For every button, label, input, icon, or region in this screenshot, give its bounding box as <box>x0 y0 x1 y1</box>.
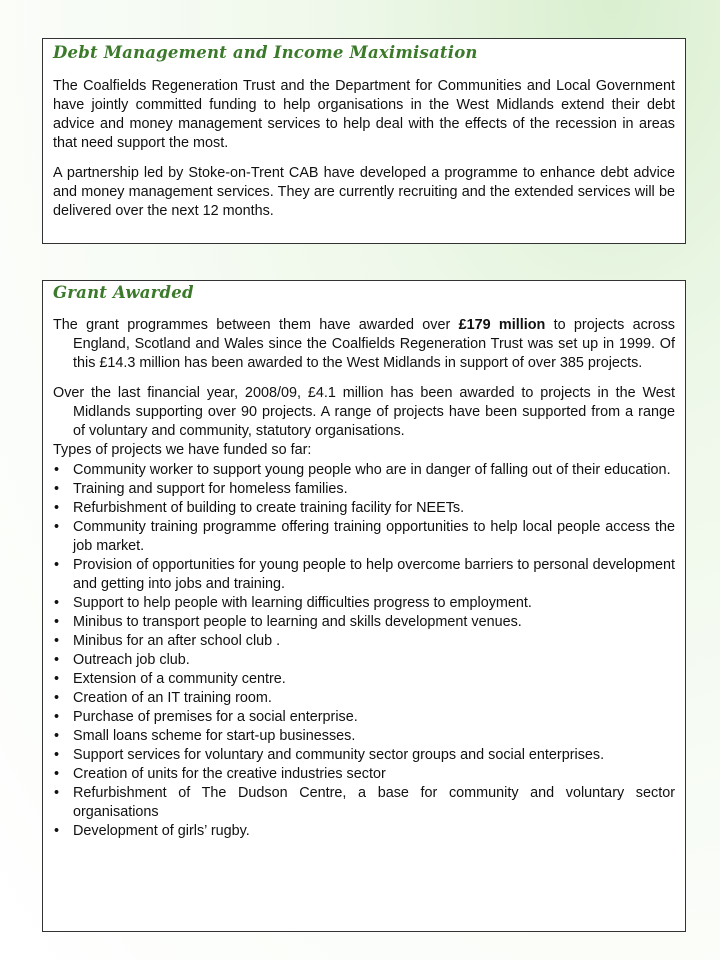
bullet-icon: • <box>54 652 60 668</box>
bullet-icon: • <box>54 633 60 649</box>
list-item <box>53 480 675 499</box>
bullet-icon: • <box>54 709 60 725</box>
list-item <box>53 518 675 556</box>
list-item-text: Minibus for an after school club . <box>73 633 281 649</box>
bullet-icon: • <box>54 557 60 573</box>
list-item <box>53 651 675 670</box>
debt-management-section <box>42 38 686 244</box>
list-item <box>53 594 675 613</box>
list-item <box>53 670 675 689</box>
bullet-icon: • <box>54 519 60 535</box>
bullet-icon: • <box>54 728 60 744</box>
text-run: to projects across England, Scotland and Wales since the Coalfields Regeneration Trust was set up in 1999. Of this £14.3 million has been awarded to the West Midlands in support of over 385 projects. <box>73 317 675 371</box>
list-item-text: Minibus to transport people to learning and skills development venues. <box>73 614 522 630</box>
list-item <box>53 632 675 651</box>
bullet-icon: • <box>54 671 60 687</box>
list-item-text: Outreach job club. <box>73 652 190 668</box>
list-item-text: Creation of an IT training room. <box>73 690 272 706</box>
grant-total: £179 million <box>458 317 546 333</box>
list-intro: Types of projects we have funded so far: <box>53 442 312 458</box>
bullet-icon: • <box>54 766 60 782</box>
list-item-text: Community training programme offering training opportunities to help local people access the job market. <box>73 519 675 554</box>
list-item-text: Extension of a community centre. <box>73 671 286 687</box>
list-item-text: Development of girls’ rugby. <box>73 823 250 839</box>
list-item-text: Support services for voluntary and community sector groups and social enterprises. <box>73 747 605 763</box>
bullet-icon: • <box>54 823 60 839</box>
list-item-text: Purchase of premises for a social enterprise. <box>73 709 358 725</box>
list-item <box>53 708 675 727</box>
list-item-text: Refurbishment of The Dudson Centre, a base for community and voluntary sector organisations <box>73 785 675 820</box>
list-item-text: Refurbishment of building to create training facility for NEETs. <box>73 500 465 516</box>
list-item-text: Community worker to support young people who are in danger of falling out of their education. <box>73 462 671 478</box>
text-run: The grant programmes between them have awarded over <box>53 317 459 333</box>
list-item <box>53 613 675 632</box>
bullet-icon: • <box>54 462 60 478</box>
paragraph: A partnership led by Stoke-on-Trent CAB have developed a programme to enhance debt advice and money management services. They are currently recruiting and the extended services will be delivered over the next 12 months. <box>53 165 675 219</box>
list-item-text: Provision of opportunities for young people to help overcome barriers to personal development and getting into jobs and training. <box>73 557 675 592</box>
list-item <box>53 784 675 822</box>
list-item <box>53 822 675 841</box>
section-heading: Debt Management and Income Maximisation <box>53 43 478 62</box>
list-item <box>53 499 675 518</box>
bullet-icon: • <box>54 785 60 801</box>
bullet-icon: • <box>54 614 60 630</box>
grant-awarded-section <box>42 280 686 932</box>
bullet-icon: • <box>54 595 60 611</box>
list-item <box>53 746 675 765</box>
bullet-icon: • <box>54 481 60 497</box>
list-item <box>53 689 675 708</box>
list-item <box>53 727 675 746</box>
list-item-text: Small loans scheme for start-up businesses. <box>73 728 356 744</box>
list-item-text: Support to help people with learning difficulties progress to employment. <box>73 595 532 611</box>
section-heading: Grant Awarded <box>53 283 194 302</box>
list-item <box>53 765 675 784</box>
list-item <box>53 461 675 480</box>
bullet-icon: • <box>54 747 60 763</box>
bullet-icon: • <box>54 500 60 516</box>
project-types-list <box>53 461 675 841</box>
bullet-icon: • <box>54 690 60 706</box>
paragraph: The Coalfields Regeneration Trust and the Department for Communities and Local Government have jointly committed funding to help organisations in the West Midlands extend their debt advice and money management services to help deal with the effects of the recession in areas that need support the most. <box>53 78 675 151</box>
list-item-text: Creation of units for the creative industries sector <box>73 766 386 782</box>
list-item <box>53 556 675 594</box>
paragraph <box>53 316 675 373</box>
paragraph: Over the last financial year, 2008/09, £4.1 million has been awarded to projects in the West Midlands supporting over 90 projects. A range of projects have been supported from a range of voluntary and community, statutory organisations. <box>53 385 675 439</box>
list-item-text: Training and support for homeless families. <box>73 481 348 497</box>
